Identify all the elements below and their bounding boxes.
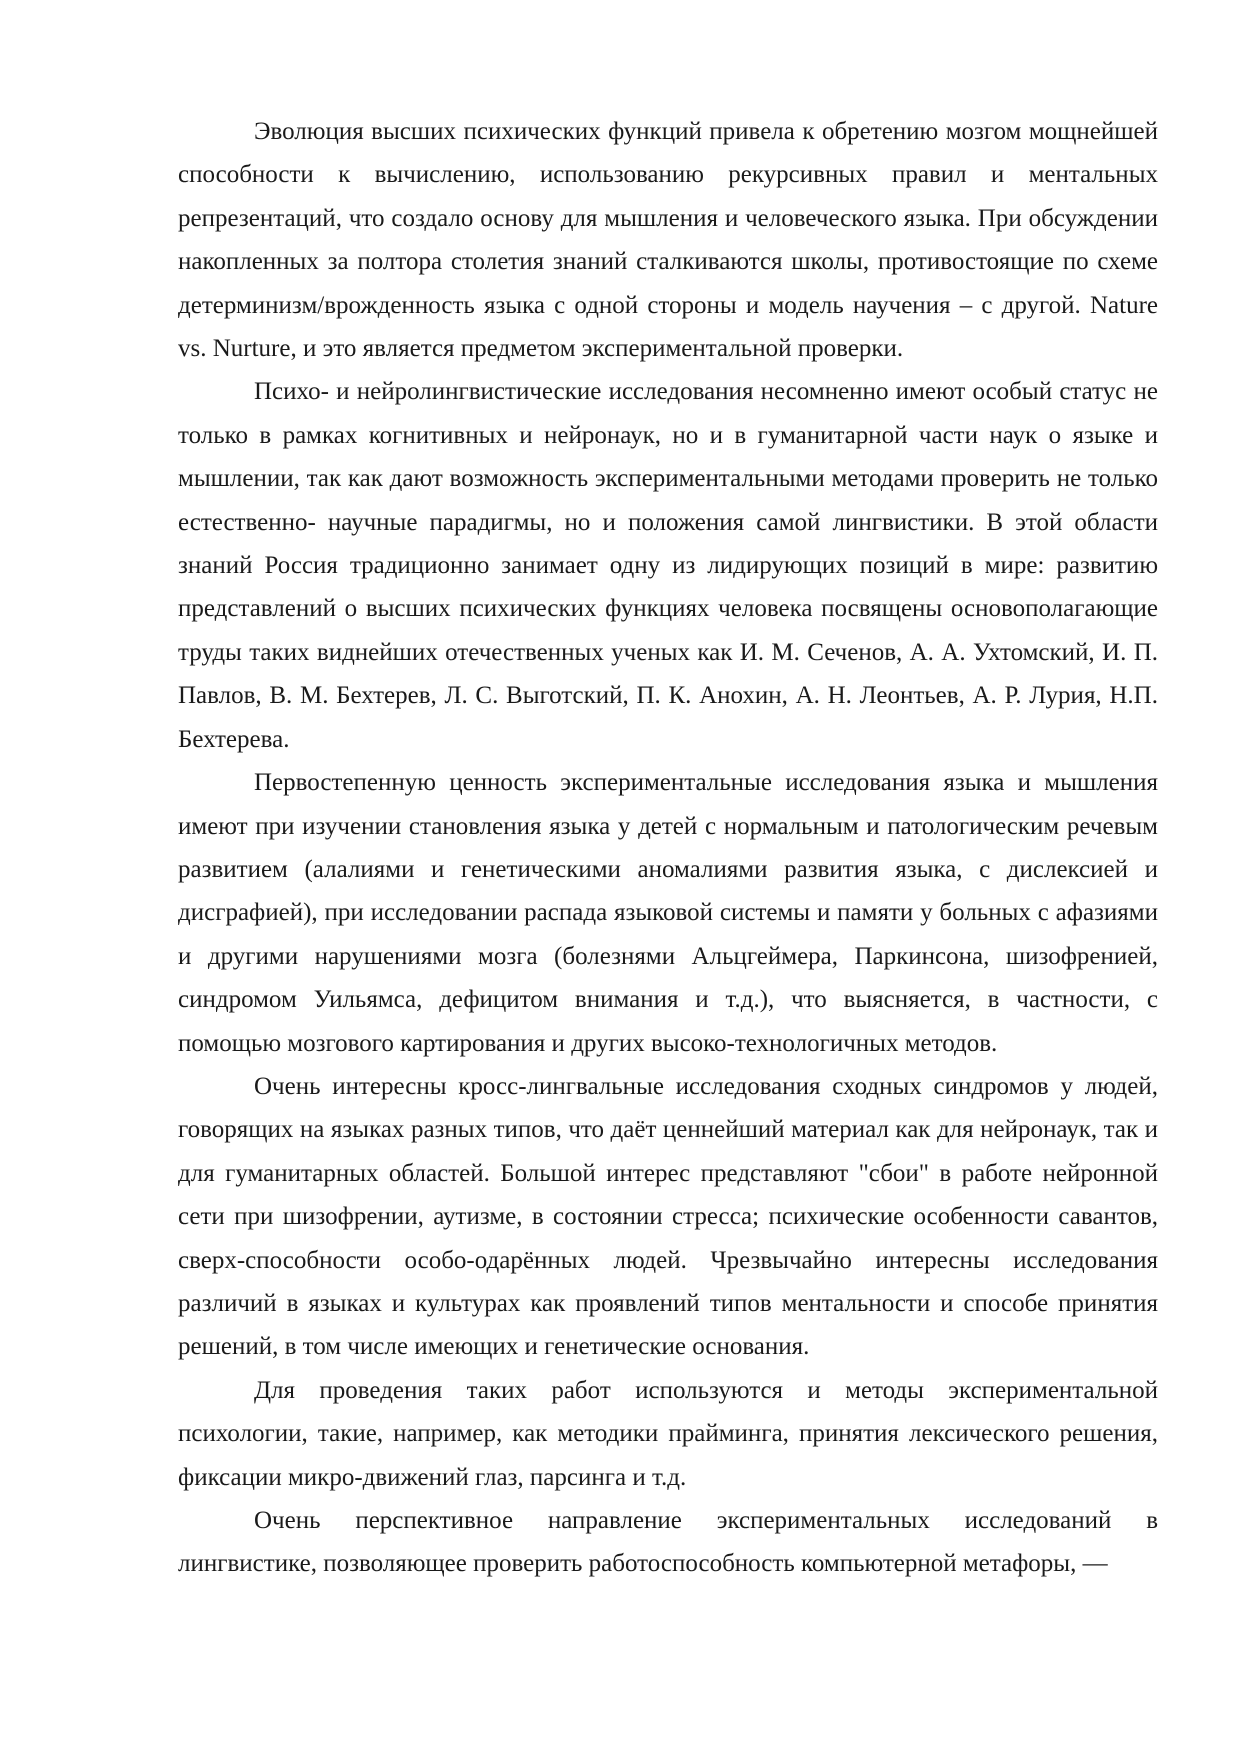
paragraph-experimental-value: Первостепенную ценность экспериментальные исследования языка и мышления имеют при изучении становления языка у детей с нормальным и патологическим речевым развитием (алалиями и генетическими аномалиями развития языка, с дислексией и дисграфией), при исследовании распада языковой системы и памяти у больных с афазиями и другими нарушениями мозга (болезнями Альцгеймера, Паркинсона, шизофренией, синдромом Уильямса, дефицитом внимания и т.д.), что выясняется, в частности, с помощью мозгового картирования и других высоко-технологичных методов. xyxy=(178,769,1158,1057)
paragraph-perspective: Очень перспективное направление экспериментальных исследований в лингвистике, позволяющее проверить работоспособность компьютерной метафоры, — xyxy=(178,1507,1158,1578)
paragraph-psycholinguistics: Психо- и нейролингвистические исследования несомненно имеют особый статус не только в рамках когнитивных и нейронаук, но и в гуманитарной части наук о языке и мышлении, так как дают возможность экспериментальными методами проверить не только естественно- научные парадигмы, но и положения самой лингвистики. В этой области знаний Россия традиционно занимает одну из лидирующих позиций в мире: развитию представлений о высших психических функциях человека посвящены основополагающие труды таких виднейших отечественных ученых как И. М. Сеченов, А. А. Ухтомский, И. П. Павлов, В. М. Бехтерев, Л. С. Выготский, П. К. Анохин, А. Н. Леонтьев, А. Р. Лурия, Н.П. Бехтерева. xyxy=(178,378,1158,753)
paragraph-methods: Для проведения таких работ используются и методы экспериментальной психологии, такие, например, как методики прайминга, принятия лексического решения, фиксации микро-движений глаз, парсинга и т.д. xyxy=(178,1376,1158,1491)
paragraph-evolution: Эволюция высших психических функций привела к обретению мозгом мощнейшей способности к вычислению, использованию рекурсивных правил и ментальных репрезентаций, что создало основу для мышления и человеческого языка. При обсуждении накопленных за полтора столетия знаний сталкиваются школы, противостоящие по схеме детерминизм/врожденность языка с одной стороны и модель научения – с другой. Nature vs. Nurture, и это является предметом экспериментальной проверки. xyxy=(178,118,1158,363)
document-body xyxy=(178,110,1158,1586)
paragraph-cross-lingual: Очень интересны кросс-лингвальные исследования сходных синдромов у людей, говорящих на языках разных типов, что даёт ценнейший материал как для нейронаук, так и для гуманитарных областей. Большой интерес представляют "сбои" в работе нейронной сети при шизофрении, аутизме, в состоянии стресса; психические особенности савантов, сверх-способности особо-одарённых людей. Чрезвычайно интересны исследования различий в языках и культурах как проявлений типов ментальности и способе принятия решений, в том числе имеющих и генетические основания. xyxy=(178,1072,1158,1361)
